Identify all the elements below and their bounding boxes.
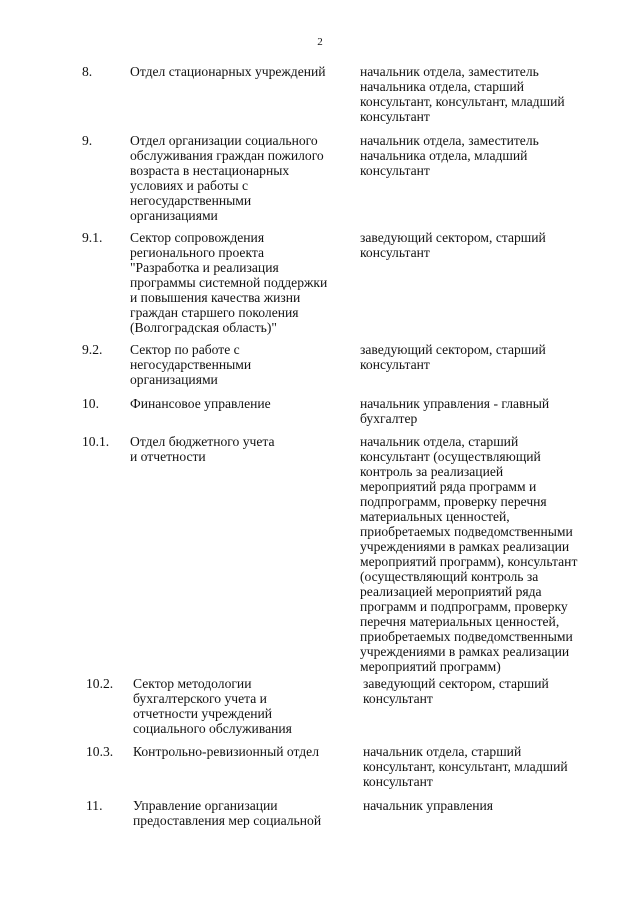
positions-list: заведующий сектором, старший консультант [363,676,549,706]
positions-list: начальник управления [363,798,494,813]
row-number: 11. [86,798,103,813]
positions-list: заведующий сектором, старший консультант [360,342,546,372]
department-name: Отдел организации социального обслуживания граждан пожилого возраста в нестационарных условиях и работы с негосударственными организациями [130,133,324,223]
row-number: 9.1. [82,230,103,245]
row-number: 9. [82,133,93,148]
row-number: 10.1. [82,434,110,449]
row-number: 10.3. [86,744,114,759]
positions-list: начальник управления - главный бухгалтер [360,396,550,426]
department-name: Отдел стационарных учреждений [130,64,326,79]
department-name: Отдел бюджетного учета и отчетности [130,434,275,464]
positions-list: начальник отдела, заместитель начальника отдела, старший консультант, консультант, младший консультант [360,64,565,124]
row-number: 9.2. [82,342,103,357]
row-number: 8. [82,64,93,79]
row-number: 10. [82,396,99,411]
department-name: Финансовое управление [130,396,271,411]
row-number: 10.2. [86,676,114,691]
department-name: Управление организации предоставления мер социальной [133,798,322,828]
positions-list: начальник отдела, старший консультант, консультант, младший консультант [363,744,568,789]
department-name: Контрольно-ревизионный отдел [133,744,319,759]
department-name: Сектор сопровождения регионального проекта "Разработка и реализация программы системной поддержки и повышения качества жизни граждан старшего поколения (Волгоградская область)" [130,230,328,335]
positions-list: заведующий сектором, старший консультант [360,230,546,260]
department-name: Сектор по работе с негосударственными организациями [130,342,252,387]
page-number: 2 [317,36,323,48]
department-name: Сектор методологии бухгалтерского учета и отчетности учреждений социального обслуживания [133,676,292,736]
positions-list: начальник отдела, заместитель начальника отдела, младший консультант [360,133,539,178]
positions-list: начальник отдела, старший консультант (осуществляющий контроль за реализацией мероприятий ряда программ и подпрограмм, проверку перечня материальных ценностей, приобретаемых подведомственными учреждениями в рамках реализации мероприятий программ), консультант (осуществляющий контроль за реализацией мероприятий ряда программ и подпрограмм, проверку перечня материальных ценностей, приобретаемых подведомственными учреждениями в рамках реализации мероприятий программ) [360,434,578,674]
